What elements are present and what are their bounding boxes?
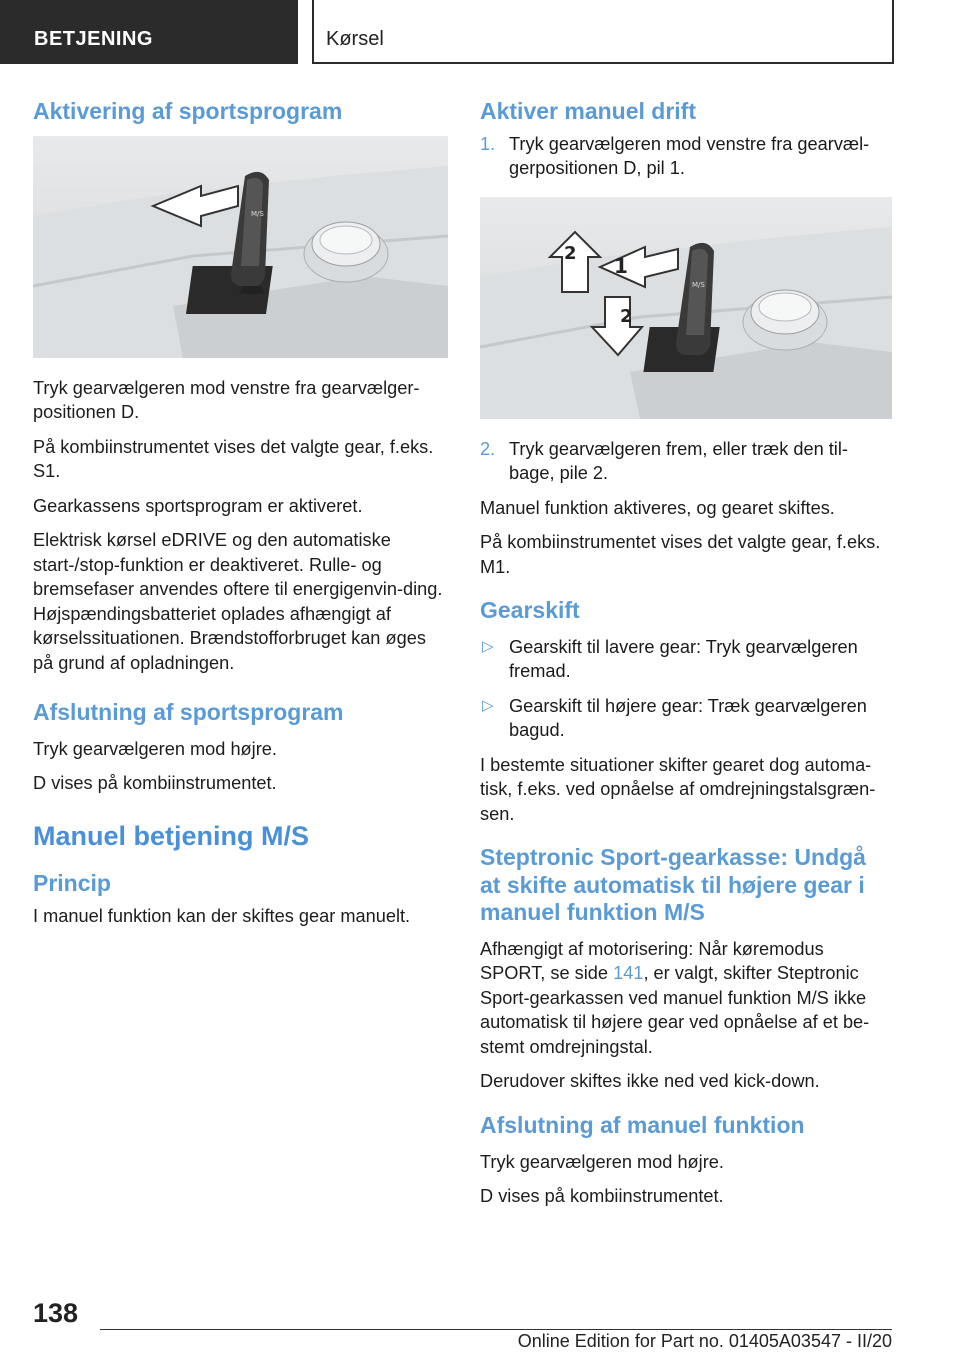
- bullet-item: [480, 694, 892, 743]
- paragraph: I bestemte situationer skifter gearet dog automa-tisk, f.eks. ved opnåelse af omdrejningstalsgræn-sen.: [480, 754, 876, 824]
- arrow-label: 2: [564, 242, 577, 264]
- section-tab: [0, 0, 298, 64]
- page-number: 138: [33, 1298, 79, 1328]
- gear-selector-illustration: [33, 136, 448, 358]
- chapter-tab: [312, 0, 894, 64]
- paragraph: På kombiinstrumentet vises det valgte gear, f.eks. M1.: [480, 532, 881, 577]
- bullet-item: [480, 635, 892, 684]
- paragraph: Tryk gearvælgeren mod venstre fra gearvælger-positionen D.: [33, 377, 420, 423]
- step-2: [480, 437, 892, 486]
- edition-note: Online Edition for Part no. 01405A03547 - II/20: [517, 1331, 892, 1351]
- heading-principle: Princip: [33, 870, 111, 897]
- paragraph: Tryk gearvælgeren mod højre.: [480, 1151, 724, 1172]
- text: , er valgt, skifter Steptronic Sport-gearkassen ved manuel funktion M/S ikke automatisk til højere gear ved opnåelse af et be-stemt omdrejningstal.: [480, 963, 870, 1057]
- footer-divider: [100, 1329, 892, 1330]
- bullet-text: Gearskift til lavere gear: Tryk gearvælgeren fremad.: [509, 636, 858, 682]
- text: Afhængigt af motorisering: Når køremodus SPORT, se side: [480, 938, 824, 984]
- paragraph: Manuel funktion aktiveres, og gearet skiftes.: [480, 497, 835, 518]
- paragraph: I manuel funktion kan der skiftes gear manuelt.: [33, 905, 411, 926]
- heading-end-manual: Afslutning af manuel funktion: [480, 1111, 805, 1138]
- right-column: [480, 98, 892, 1219]
- gear-selector-illustration: [480, 197, 892, 419]
- paragraph: D vises på kombiinstrumentet.: [33, 773, 277, 794]
- step-text: Tryk gearvælgeren mod venstre fra gearvæl-gerpositionen D, pil 1.: [509, 133, 870, 179]
- paragraph: På kombiinstrumentet vises det valgte gear, f.eks. S1.: [33, 436, 434, 482]
- left-column: [33, 98, 448, 938]
- step-1: [480, 132, 892, 181]
- step-number: 1.: [480, 133, 496, 154]
- heading-activate-sport: Aktivering af sportsprogram: [33, 98, 343, 124]
- step-text: Tryk gearvælgeren frem, eller træk den til-bage, pile 2.: [509, 438, 848, 484]
- chapter-title: Kørsel: [326, 28, 384, 50]
- paragraph: [480, 937, 892, 1060]
- svg-text:M/S: M/S: [251, 209, 264, 218]
- paragraph: Elektrisk kørsel eDRIVE og den automatiske start-/stop-funktion er deaktiveret. Rulle- og bremsefaser anvendes oftere til energigenvin-ding. Højspændingsbatteriet oplades afhængigt af kørselssituationen. Brændstofforbruget kan øges på grund af opladningen.: [33, 530, 443, 673]
- bullet-text: Gearskift til højere gear: Træk gearvælgeren bagud.: [509, 695, 867, 741]
- heading-manual-operation: Manuel betjening M/S: [33, 820, 310, 851]
- paragraph: Gearkassens sportsprogram er aktiveret.: [33, 495, 363, 516]
- heading-gearshift: Gearskift: [480, 597, 580, 624]
- triangle-bullet-icon: ▷: [482, 696, 494, 714]
- heading-steptronic: Steptronic Sport-gearkasse: Undgå at skifte automatisk til højere gear i manuel funktion M/S: [480, 844, 866, 926]
- step-number: 2.: [480, 438, 496, 459]
- heading-activate-manual: Aktiver manuel drift: [480, 98, 696, 124]
- triangle-bullet-icon: ▷: [482, 637, 494, 655]
- paragraph: Derudover skiftes ikke ned ved kick-down.: [480, 1071, 820, 1092]
- arrow-label: 2: [620, 305, 633, 327]
- arrow-label: 1: [614, 253, 628, 278]
- svg-text:M/S: M/S: [692, 280, 705, 289]
- heading-end-sport: Afslutning af sportsprogram: [33, 699, 344, 726]
- page-link[interactable]: 141: [613, 963, 644, 984]
- section-title: BETJENING: [34, 28, 153, 50]
- paragraph: Tryk gearvælgeren mod højre.: [33, 738, 277, 759]
- paragraph: D vises på kombiinstrumentet.: [480, 1186, 724, 1207]
